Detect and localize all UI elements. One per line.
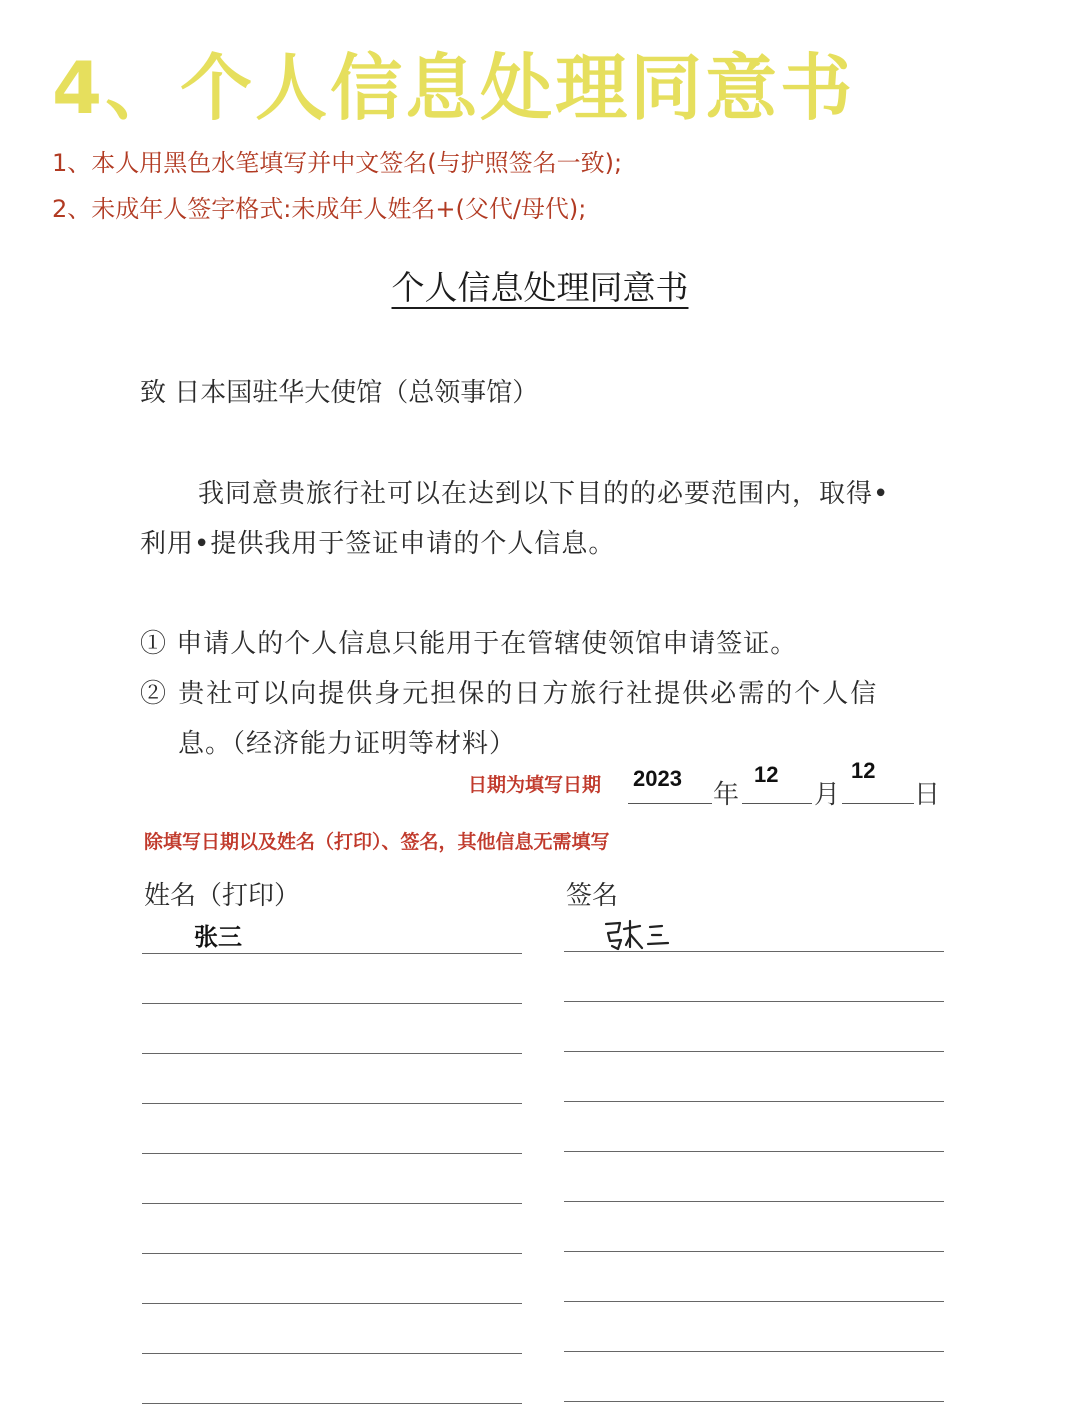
name-line xyxy=(142,1103,522,1104)
signature-line xyxy=(564,1001,944,1002)
name-line xyxy=(142,1203,522,1204)
date-year-value[interactable]: 2023 xyxy=(633,766,682,791)
name-line xyxy=(142,1003,522,1004)
document-title xyxy=(0,262,1080,309)
instruction-note-1: 1、本人用黑色水笔填写并中文签名(与护照签名一致); xyxy=(52,149,623,177)
name-line xyxy=(142,1153,522,1154)
date-month-value[interactable]: 12 xyxy=(754,762,779,787)
addressee: 致 日本国驻华大使馆（总领事馆） xyxy=(140,378,539,408)
day-unit: 日 xyxy=(914,780,941,810)
consent-paragraph-line-1: 我同意贵旅行社可以在达到以下目的的必要范围内，取得• xyxy=(198,479,890,509)
instruction-note-2: 2、未成年人签字格式:未成年人姓名+(父代/母代); xyxy=(52,195,587,223)
printed-name-value[interactable]: 张三 xyxy=(194,923,242,951)
date-day-underline xyxy=(842,803,914,804)
signature-line xyxy=(564,1101,944,1102)
signature-line xyxy=(564,1251,944,1252)
consent-paragraph-line-2: 利用•提供我用于签证申请的个人信息。 xyxy=(140,529,616,559)
name-line xyxy=(142,1053,522,1054)
date-year-underline xyxy=(628,803,712,804)
signature-line xyxy=(564,1301,944,1302)
date-annotation: 日期为填写日期 xyxy=(468,774,602,796)
date-day-value[interactable]: 12 xyxy=(851,758,876,783)
fill-instruction-annotation: 除填写日期以及姓名（打印）、签名，其他信息无需填写 xyxy=(144,831,610,853)
signature-line xyxy=(564,1201,944,1202)
name-line xyxy=(142,1303,522,1304)
signature-line xyxy=(564,1151,944,1152)
name-line xyxy=(142,1353,522,1354)
name-line xyxy=(142,953,522,954)
signature-line xyxy=(564,1401,944,1402)
date-month-underline xyxy=(742,803,812,804)
name-line xyxy=(142,1403,522,1404)
month-unit: 月 xyxy=(814,780,841,810)
printed-name-label: 姓名（打印） xyxy=(144,881,301,911)
consent-item-1: ① 申请人的个人信息只能用于在管辖使领馆申请签证。 xyxy=(140,629,798,659)
signature-line xyxy=(564,1351,944,1352)
signature-line xyxy=(564,1051,944,1052)
signature-label: 签名 xyxy=(566,881,619,911)
signature-line xyxy=(564,951,944,952)
year-unit: 年 xyxy=(713,780,740,810)
document-title-text: 个人信息处理同意书 xyxy=(391,268,689,307)
signature-image xyxy=(600,915,680,955)
consent-item-2: ② 贵社可以向提供身元担保的日方旅行社提供必需的个人信 xyxy=(140,679,879,709)
consent-item-2-continued: 息。（经济能力证明等材料） xyxy=(178,729,517,759)
page-title: 4、个人信息处理同意书 xyxy=(52,46,856,130)
handwritten-signature[interactable] xyxy=(600,915,680,959)
name-line xyxy=(142,1253,522,1254)
